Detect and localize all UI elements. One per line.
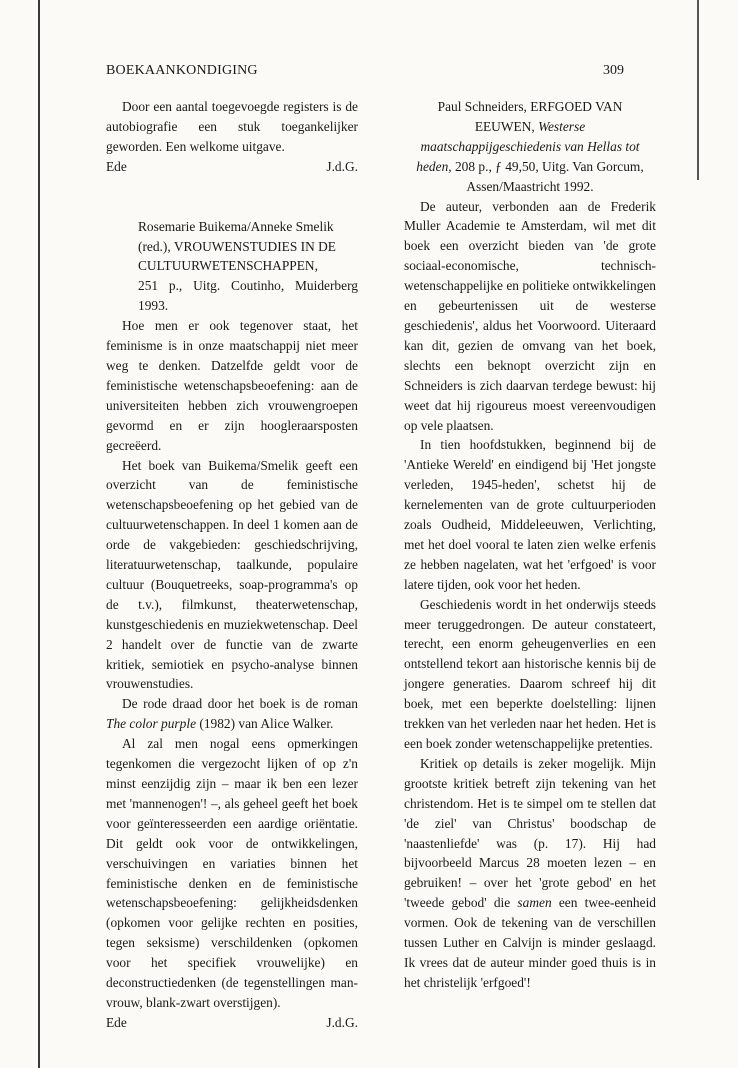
review2-paragraph-3: Geschiedenis wordt in het onderwijs steeds meer teruggedrongen. De auteur constateert, terecht, een enorm geheugenverlies en een ontstellend tekort aan historische kennis bij de jongere generaties. Daarom schreef hij dit boek, met een beperkte doelstelling: lijnen trekken van het verleden naar het heden. Het is een boek zonder wetenschappelijke pretenties. <box>404 596 656 751</box>
book-title-color-purple: The color purple <box>106 716 197 732</box>
review2-ref-subtitle: Westerse maatschappijgeschiedenis van Hellas tot heden, <box>416 118 640 174</box>
review2-paragraph-4 <box>404 754 656 993</box>
review2-reference <box>404 97 656 197</box>
review1-ref-publication: 251 p., Uitg. Coutinho, Muiderberg 1993. <box>138 278 358 314</box>
intro-sig-place: Ede <box>106 158 127 174</box>
review2-paragraph-2: In tien hoofdstukken, beginnend bij de 'Antieke Wereld' en eindigend bij 'Het jongste verleden, 1945-heden', schetst hij de kernelementen van de grote cultuurperioden zoals Oudheid, Middeleeuwen, Verlichting, met het doel vooral te laten zien welke erfenis ze hebben nagelaten, wat het 'erfgoed' is voor latere tijden, ook voor het heden. <box>404 437 656 592</box>
page-right-edge <box>697 0 699 180</box>
intro-signature <box>106 157 358 177</box>
right-column <box>404 97 656 993</box>
review1-paragraph-1: Hoe men er ook tegenover staat, het feminisme is in onze maatschappij niet meer weg te denken. Datzelfde geldt voor de feministische wetenschapsbeoefening: aan de universiteiten hebben zich vrouwengroepen gevormd en er zijn hoogleraarsposten gecreëerd. <box>106 318 358 453</box>
review2-ref-author: Paul Schneiders, ERFGOED VAN EEUWEN, <box>437 99 623 134</box>
review1-sig-place: Ede <box>106 1014 127 1030</box>
review1-sig-author: J.d.G. <box>326 1014 358 1030</box>
review1-p3-end: (1982) van Alice Walker. <box>199 716 334 732</box>
page-number: 309 <box>603 63 624 78</box>
left-column <box>106 97 358 1033</box>
intro-paragraph: Door een aantal toegevoegde registers is de autobiografie een stuk toegankelijker geworden. Een welkome uitgave. <box>106 99 358 154</box>
review1-reference <box>138 217 358 317</box>
review1-p3-start: De rode draad door het boek is de roman <box>122 696 358 712</box>
review2-paragraph-1: De auteur, verbonden aan de Frederik Muller Academie te Amsterdam, wil met dit boek een overzicht bieden van 'de grote sociaal-economische, technisch-wetenschappelijke en politieke ontwikkelingen en gebeurtenissen uit de westerse geschiedenis', aldus het Voorwoord. Uiteraard kan dit, gezien de omvang van het boek, slechts een beknopt overzicht zijn en Schneiders is zich daarvan terdege bewust: hij weet dat hij rigoureus moest vereenvoudigen op vele plaatsen. <box>404 198 656 433</box>
page-left-edge <box>38 0 40 1068</box>
review1-paragraph-4: Al zal men nogal eens opmerkingen tegenkomen die vergezocht lijken of op z'n minst eenzijdig zijn – maar ik ben een lezer met 'mannenogen'! –, als geheel geeft het boek voor geïnteresseerden een aardige oriëntatie. Dit geldt ook voor de ontwikkelingen, verschuivingen en variaties binnen het feministische denken en de feministische wetenschapsbeoefening: gelijkheidsdenken (opkomen voor gelijke rechten en posities, tegen seksisme) verschildenken (opkomen voor het specifiek vrouwelijke) en deconstructiedenken (de tegenstellingen man-vrouw, blank-zwart overstijgen). <box>106 736 358 1010</box>
review2-p4-end: een twee-eenheid vormen. Ook de tekening van de verschillen tussen Luther en Calvijn is minder geslaagd. Ik vrees dat de auteur minder goed thuis is in het christelijk 'erfgoed'! <box>404 895 656 990</box>
section-title: BOEKAANKONDIGING <box>106 63 258 78</box>
review2-p4-italic: samen <box>517 895 552 911</box>
review1-signature <box>106 1013 358 1033</box>
review2-ref-publication: 208 p., ƒ 49,50, Uitg. Van Gorcum, Assen/Maastricht 1992. <box>454 158 644 194</box>
review1-ref-authors: Rosemarie Buikema/Anneke Smelik (red.), VROUWENSTUDIES IN DE CULTUURWETENSCHAPPEN, <box>138 218 336 274</box>
intro-sig-author: J.d.G. <box>326 158 358 174</box>
review2-p4-start: Kritiek op details is zeker mogelijk. Mijn grootste kritiek betreft zijn tekening van het christendom. Het is te simpel om te stellen dat 'de ziel' van Christus' boodschap de 'naastenliefde' was (p. 17). Hij had bijvoorbeeld Marcus 28 moeten lezen – en gebruiken! – over het 'grote gebod' en het 'tweede gebod' die <box>404 755 656 911</box>
review1-paragraph-2: Het boek van Buikema/Smelik geeft een overzicht van de feministische wetenschapsbeoefening op het gebied van de cultuurwetenschappen. In deel 1 komen aan de orde de vakgebieden: geschiedschrijving, literatuurwetenschap, taalkunde, populaire cultuur (Bouquetreeks, soap-programma's op de t.v.), filmkunst, theaterwetenschap, kunstgeschiedenis en muziekwetenschap. Deel 2 handelt over de functie van de zwarte kritiek, semiotiek en psycho-analyse binnen vrouwenstudies. <box>106 457 358 692</box>
review1-paragraph-3 <box>106 694 358 734</box>
